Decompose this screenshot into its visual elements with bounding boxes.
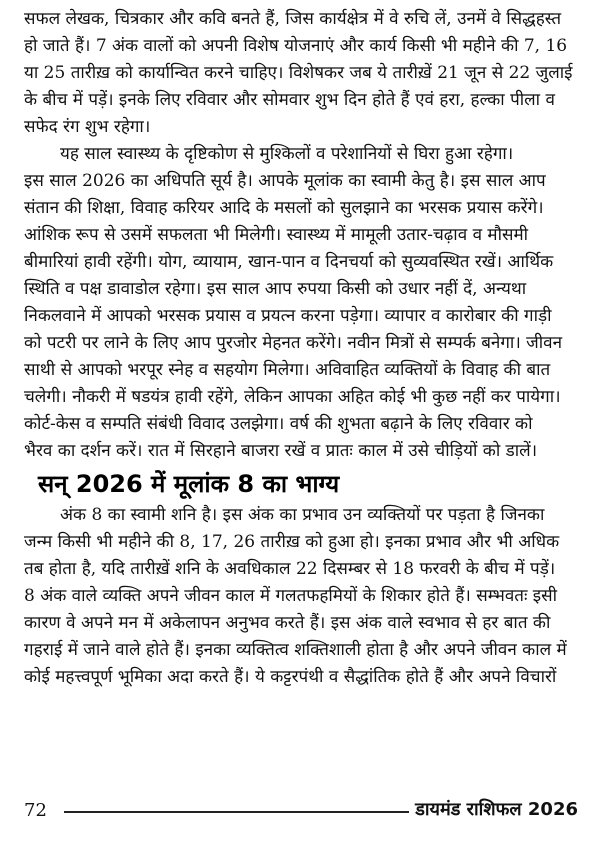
text-line: तब होता है, यदि तारीख़ें शनि के अवधिकाल 22 दिसम्बर से 18 फरवरी के बीच में पड़ें। — [24, 559, 556, 579]
page-number: 72 — [24, 800, 47, 821]
book-title: डायमंड राशिफल 2026 — [415, 799, 578, 820]
text-line: सफल लेखक, चित्रकार और कवि बनते हैं, जिस कार्यक्षेत्र में वे रुचि लें, उनमें वे सिद्धहस्त — [24, 9, 562, 29]
text-line: इस साल 2026 का अधिपति सूर्य है। आपके मूलांक का स्वामी केतु है। इस साल आप — [24, 171, 546, 191]
text-line: साथी से आपको भरपूर स्नेह व सहयोग मिलेगा। अविवाहित व्यक्तियों के विवाह की बात — [24, 360, 551, 380]
text-line: अंक 8 का स्वामी शनि है। इस अंक का प्रभाव उन व्यक्तियों पर पड़ता है जिनका — [60, 505, 545, 525]
text-line: कोर्ट-केस व सम्पति संबंधी विवाद उलझेगा। वर्ष की शुभता बढ़ाने के लिए रविवार को — [24, 414, 533, 434]
text-line: यह साल स्वास्थ्य के दृष्टिकोण से मुश्किलों व परेशानियों से घिरा हुआ रहेगा। — [60, 144, 514, 164]
text-line: संतान की शिक्षा, विवाह करियर आदि के मसलों को सुलझाने का भरसक प्रयास करेंगे। — [24, 198, 544, 218]
text-line: चलेगी। नौकरी में षडयंत्र हावी रहेंगे, लेकिन आपका अहित कोई भी कुछ नहीं कर पायेगा। — [24, 387, 561, 407]
text-line: भैरव का दर्शन करें। रात में सिरहाने बाजरा रखें व प्रातः काल में उसे चीड़ियों को डालें। — [24, 441, 538, 461]
text-line: निकलवाने में आपको भरसक प्रयास व प्रयत्न करना पड़ेगा। व्यापार व कारोबार की गाड़ी — [24, 306, 552, 326]
paragraph-year-2026-prediction — [24, 141, 578, 465]
page-footer — [24, 793, 578, 821]
text-line: आंशिक रूप से उसमें सफलता भी मिलेगी। स्वास्थ्य में मामूली उतार-चढ़ाव व मौसमी — [24, 225, 529, 245]
text-line: या 25 तारीख़ को कार्यान्वित करने चाहिए। विशेषकर जब ये तारीख़ें 21 जून से 22 जुलाई — [24, 63, 573, 83]
paragraph-number-8 — [24, 502, 578, 691]
text-line: जन्म किसी भी महीने की 8, 17, 26 तारीख़ को हुआ हो। इनका प्रभाव और भी अधिक — [24, 532, 560, 552]
text-line: हो जाते हैं। 7 अंक वालों को अपनी विशेष योजनाएं और कार्य किसी भी महीने की 7, 16 — [24, 36, 568, 56]
text-line: कोई महत्त्वपूर्ण भूमिका अदा करते हैं। ये कट्टरपंथी व सैद्धांतिक होते हैं और अपने विचारों — [24, 667, 557, 687]
text-line: सफेद रंग शुभ रहेगा। — [24, 117, 151, 137]
text-line: को पटरी पर लाने के लिए आप पुरजोर मेहनत करेंगे। नवीन मित्रों से सम्पर्क बनेगा। जीवन — [24, 333, 563, 353]
text-line: 8 अंक वाले व्यक्ति अपने जीवन काल में गलतफहमियों के शिकार होते हैं। सम्भवतः इसी — [24, 586, 558, 606]
footer-rule — [64, 811, 409, 813]
text-line: के बीच में पड़ें। इनके लिए रविवार और सोमवार शुभ दिन होते हैं एवं हरा, हल्का पीला व — [24, 90, 555, 110]
paragraph-number-7-continued — [24, 6, 578, 141]
text-line: गहराई में जाने वाले होते हैं। इनका व्यक्तित्व शक्तिशाली होता है और अपने जीवन काल में — [24, 640, 567, 660]
text-line: कारण वे अपने मन में अकेलापन अनुभव करते हैं। इस अंक वाले स्वभाव से हर बात की — [24, 613, 551, 633]
section-heading: सन् 2026 में मूलांक 8 का भाग्य — [38, 470, 340, 498]
text-line: स्थिति व पक्ष डावाडोल रहेगा। इस साल आप रुपया किसी को उधार नहीं दें, अन्यथा — [24, 279, 527, 299]
text-line: बीमारियां हावी रहेंगी। योग, व्यायाम, खान-पान व दिनचर्या को सुव्यवस्थित रखें। आर्थिक — [24, 252, 554, 272]
